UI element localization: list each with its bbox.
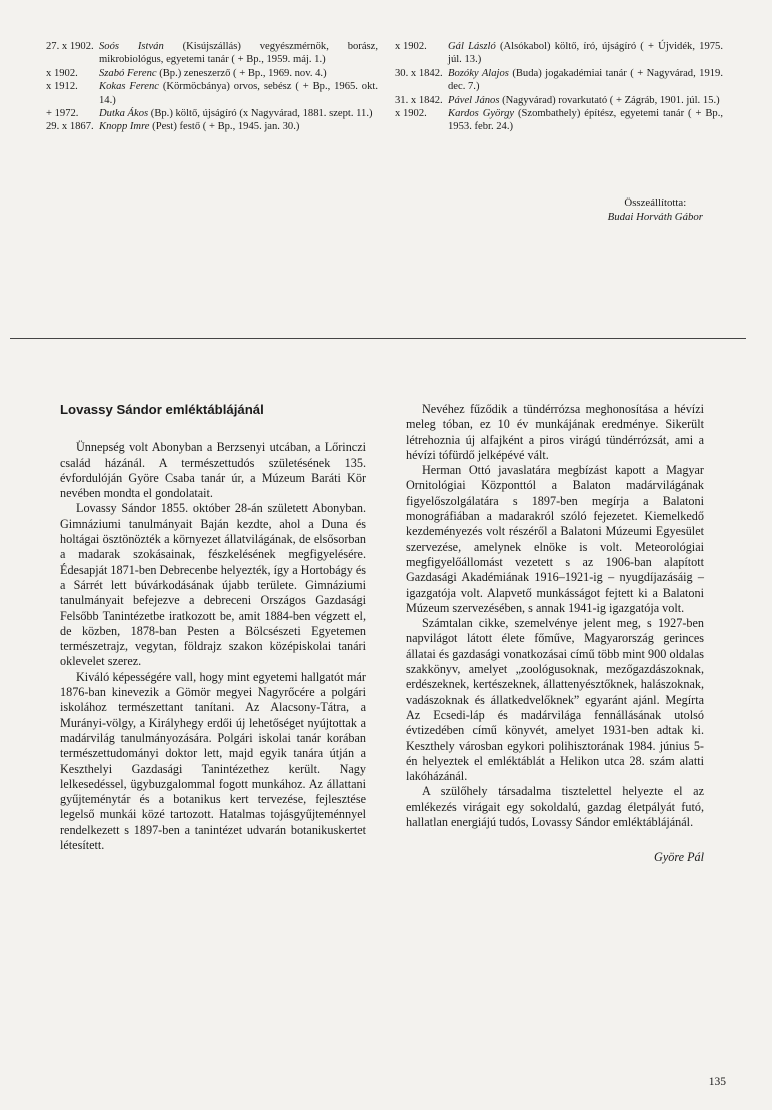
entry-date: + 1972. — [46, 108, 79, 120]
entry-body — [99, 107, 382, 120]
entry-name: Bozóky Alajos — [448, 67, 509, 79]
article-title: Lovassy Sándor emléktáblájánál — [60, 402, 264, 417]
compiler-name: Budai Horváth Gábor — [607, 211, 703, 223]
entry-detail: (Bp.) költő, újságíró (x Nagyvárad, 1881. szept. 11.) — [148, 108, 373, 120]
anniversary-column-left — [46, 40, 382, 134]
paragraph: Nevéhez fűződik a tündérrózsa meghonosítása a hévízi meleg tóban, ez 10 év munkájának eredménye. Sikerült létrehoznia új alfajként a piros virágú tündérrózsát, ami a hévízi tófürdő jelképévé vált. — [406, 402, 704, 462]
entry-date: 30. x 1842. — [395, 67, 443, 79]
entry-date: x 1902. — [395, 41, 427, 52]
entry-name: Knopp Imre — [99, 121, 150, 133]
paragraph: Lovassy Sándor 1855. október 28-án született Abonyban. Gimnáziumi tanulmányait Baján kezdte, ahol a Duna és holtágai ösztönözték a környezet állatvilágának, de elsősorban a madarak szokásainak, fészkelésének megfigyelésére. Édesapját 1871-ben Debrecenbe helyezték, így a Hortobágy és a Sárrét lett búvárkodásának újabb területe. Gimnáziumi tanulmányait befejezve a debreceni Országos Gazdasági Felsőbb Tanintézetbe iratkozott be, amit 1884-ben végzett el, de közben, 1878-ban Pesten a Bölcsészeti Egyetemen természetrajz, vegytan, földrajz szakon középiskolai tanári oklevelet szerez. — [60, 501, 366, 669]
paragraph: Kiváló képességére vall, hogy mint egyetemi hallgatót már 1876-ban kinevezik a Gömör megyei Nagyrőcére a polgári iskolához természettant tanítani. Az Alacsony-Tátra, a Murányi-völgy, a Királyhegy erdői új lehetőséget nyújtottak a madárvilág tanulmányozására. Polgári iskolai tanár korában természettudományi doktor lett, majd egyik tanára útján a Keszthelyi Gazdasági Tanintézethez került. Nagy lelkesedéssel, ügybuzgalommal fogott munkához. Az állattani gyűjteménytár és a botanikus kert tervezése, fejlesztése legelső munkái közé tartozott. Hatalmas tojásgyűjteménnyel rendelkezett s 1897-ben a tanintézet udvarán botanikuskertet létesített. — [60, 669, 366, 853]
list-item — [46, 80, 382, 107]
entry-name: Pável János — [448, 94, 500, 106]
entry-body — [99, 40, 382, 67]
author-signature: Györe Pál — [654, 850, 704, 865]
entry-detail: (Bp.) zeneszerző ( + Bp., 1969. nov. 4.) — [156, 67, 327, 79]
paragraph: Ünnepség volt Abonyban a Berzsenyi utcában, a Lőrinczi család házánál. A természettudós születésének 135. évfordulóján Györe Csaba tanár úr, a Múzeum Baráti Kör nevében mondta el gondolatait. — [60, 440, 366, 501]
list-item — [395, 40, 727, 67]
page-number: 135 — [708, 1076, 726, 1088]
compiler-credit — [608, 196, 703, 224]
article-column-right — [406, 402, 704, 866]
list-item — [46, 107, 382, 120]
list-item — [46, 67, 382, 80]
list-item — [46, 40, 382, 67]
list-item — [46, 120, 382, 133]
entry-date: 31. x 1842. — [395, 94, 443, 106]
entry-detail: (Buda) jogakadémiai tanár ( + Nagyvárad, 1919. dec. 7.) — [448, 67, 724, 93]
entry-name: Szabó Ferenc — [99, 67, 157, 79]
entry-detail: (Körmöcbánya) orvos, sebész ( + Bp., 1965. okt. 14.) — [99, 81, 378, 106]
entry-name: Soós István — [99, 41, 164, 52]
entry-name: Dutka Ákos — [99, 108, 149, 120]
paragraph: Herman Ottó javaslatára megbízást kapott a Magyar Ornitológiai Központtól a Balaton madárvilágának figyelőszolgálatára s 1897-ben megírja a Balatoni monográfiában a madarakról szóló fejezetet. Kiemelkedő kezdeményezés volt részéről a Balatoni Múzeumi Egyesület szervezése, amelynek elnöke is volt. Meteorológiai megfigyelőállomást vezetett s az 1906-ban alapított Gazdasági Akadémiának 1916–1921-ig – nyugdíjazásáig – igazgatója volt. Alapvető munkásságot fejtett ki a Balatoni Múzeum szervezésében, s annak 1941-ig igazgatója volt. — [406, 463, 704, 615]
entry-body — [448, 67, 727, 94]
article-column-left — [60, 402, 366, 853]
anniversary-column-right — [395, 40, 727, 223]
entry-detail: (Pest) festő ( + Bp., 1945. jan. 30.) — [149, 121, 300, 133]
list-item — [395, 94, 727, 107]
entry-body — [99, 67, 382, 80]
list-item — [395, 67, 727, 94]
paragraph: Számtalan cikke, szemelvénye jelent meg, s 1927-ben napvilágot látott élete főműve, Magyarország gerinces állatai és gazdasági vonatkozásai című több mint 900 oldalas szakkönyv, amelyet „zoológusoknak, mezőgazdászoknak, erdészeknek, kertészeknek, állattenyésztőknek, halászoknak, vadászoknak és állatkedvelőknek” egyaránt ajánl. Megírta Az Ecsedi-láp és madárvilága fennállásának utolsó évtizedében című könyvét, amelyet 1931-ben adtak ki. Keszthely városban egykori polihisztorának 1984. június 5-én helyeztek el emléktáblát a Helikon utca 28. szám alatti lakóházánál. — [406, 616, 704, 784]
entry-name: Kardos György — [448, 108, 515, 120]
entry-detail: (Nagyvárad) rovarkutató ( + Zágráb, 1901. júl. 15.) — [499, 94, 720, 106]
entry-detail: (Kisújszállás) vegyészmérnök, borász, mikrobiológus, egyetemi tanár ( + Bp., 1959. máj. 1.) — [99, 41, 378, 66]
entry-body — [99, 80, 382, 107]
entry-body — [448, 40, 727, 67]
entry-date: x 1902. — [395, 108, 427, 120]
list-item — [395, 107, 727, 134]
entry-date: x 1902. — [46, 67, 78, 79]
entry-name: Gál László — [448, 41, 496, 52]
entry-body — [448, 107, 727, 134]
entry-date: 29. x 1867. — [46, 121, 94, 133]
paragraph: A szülőhely társadalma tisztelettel helyezte el az emlékezés virágait egy sokoldalú, gazdag életpályát futó, hallatlan energiájú tudós, Lovassy Sándor emléktáblájánál. — [406, 784, 704, 830]
entry-name: Kokas Ferenc — [99, 81, 159, 93]
entry-detail: (Szombathely) építész, egyetemi tanár ( + Bp., 1953. febr. 24.) — [448, 108, 723, 133]
entry-body — [448, 94, 727, 107]
entry-body — [99, 120, 382, 133]
compiler-label: Összeállította: — [624, 197, 687, 209]
entry-date: 27. x 1902. — [46, 41, 94, 52]
entry-date: x 1912. — [46, 81, 78, 93]
entry-detail: (Alsókabol) költő, író, újságíró ( + Újvidék, 1975. júl. 13.) — [448, 41, 723, 66]
section-divider — [10, 338, 746, 339]
